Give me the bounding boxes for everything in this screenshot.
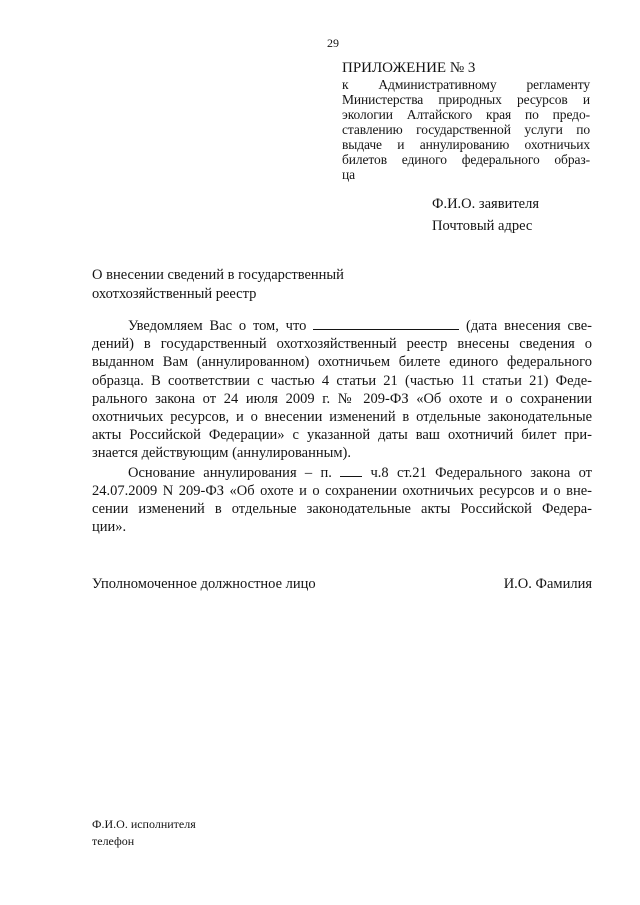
clause-blank <box>340 463 362 477</box>
paragraph-line: знается действующим (аннулированным). <box>92 445 351 462</box>
paragraph-first-line <box>92 463 592 482</box>
official-name: И.О. Фамилия <box>503 576 592 592</box>
text-fragment: Основание аннулирования – п. <box>128 464 332 481</box>
applicant-name: Ф.И.О. заявителя <box>432 196 540 212</box>
executor-name: Ф.И.О. исполнителя <box>92 817 196 831</box>
page-number: 29 <box>327 36 339 50</box>
paragraph-line: образца. В соответствии с частью 4 статьи 21 (частью 11 статьи 21) Феде- <box>92 372 592 389</box>
postal-address: Почтовый адрес <box>432 218 533 234</box>
text-fragment: ч.8 ст.21 Федерального закона от <box>370 464 593 481</box>
paragraph-line: сении изменений в отдельные законодательные акты Российской Федера- <box>92 501 592 518</box>
appendix-line: билетов единого федерального образ- <box>342 152 590 167</box>
appendix-line: экологии Алтайского края по предо- <box>342 107 590 122</box>
paragraph-first-line <box>92 316 592 335</box>
date-blank <box>313 316 459 330</box>
executor-phone: телефон <box>92 834 135 848</box>
subject-line: охотхозяйственный реестр <box>92 286 257 302</box>
appendix-line: ставлению государственной услуги по <box>342 122 590 137</box>
paragraph-notification <box>92 316 592 463</box>
paragraph-basis <box>92 463 592 537</box>
paragraph-line: выданном Вам (аннулированном) охотничьем билете единого федерального <box>92 354 592 371</box>
appendix-title: ПРИЛОЖЕНИЕ № 3 <box>342 60 476 76</box>
executor-block <box>92 816 196 850</box>
subject-line: О внесении сведений в государственный <box>92 267 344 283</box>
paragraph-line: дений) в государственный охотхозяйственный реестр внесены сведения о <box>92 336 592 353</box>
paragraph-line: охотничьих ресурсов, и о внесении изменений в отдельные законодательные <box>92 409 592 426</box>
appendix-line: к Административному регламенту <box>342 77 590 92</box>
appendix-line: выдаче и аннулированию охотничьих <box>342 137 590 152</box>
appendix-header <box>342 60 590 182</box>
paragraph-line: рального закона от 24 июля 2009 г. № 209-ФЗ «Об охоте и о сохранении <box>92 390 592 407</box>
addressee-block <box>432 193 539 237</box>
paragraph-line: акты Российской Федерации» с указанной даты ваш охотничий билет при- <box>92 427 592 444</box>
signature-block <box>92 576 592 593</box>
official-position: Уполномоченное должностное лицо <box>92 576 316 592</box>
appendix-line: Министерства природных ресурсов и <box>342 92 590 107</box>
paragraph-line: ции». <box>92 519 127 536</box>
paragraph-line: 24.07.2009 N 209-ФЗ «Об охоте и о сохранении охотничьих ресурсов и о вне- <box>92 482 592 499</box>
letter-body <box>92 316 592 536</box>
appendix-line: ца <box>342 167 356 182</box>
appendix-description <box>342 77 590 182</box>
text-fragment: Уведомляем Вас о том, что <box>128 318 307 334</box>
letter-subject <box>92 266 344 304</box>
text-fragment: (дата внесения све- <box>466 318 592 334</box>
